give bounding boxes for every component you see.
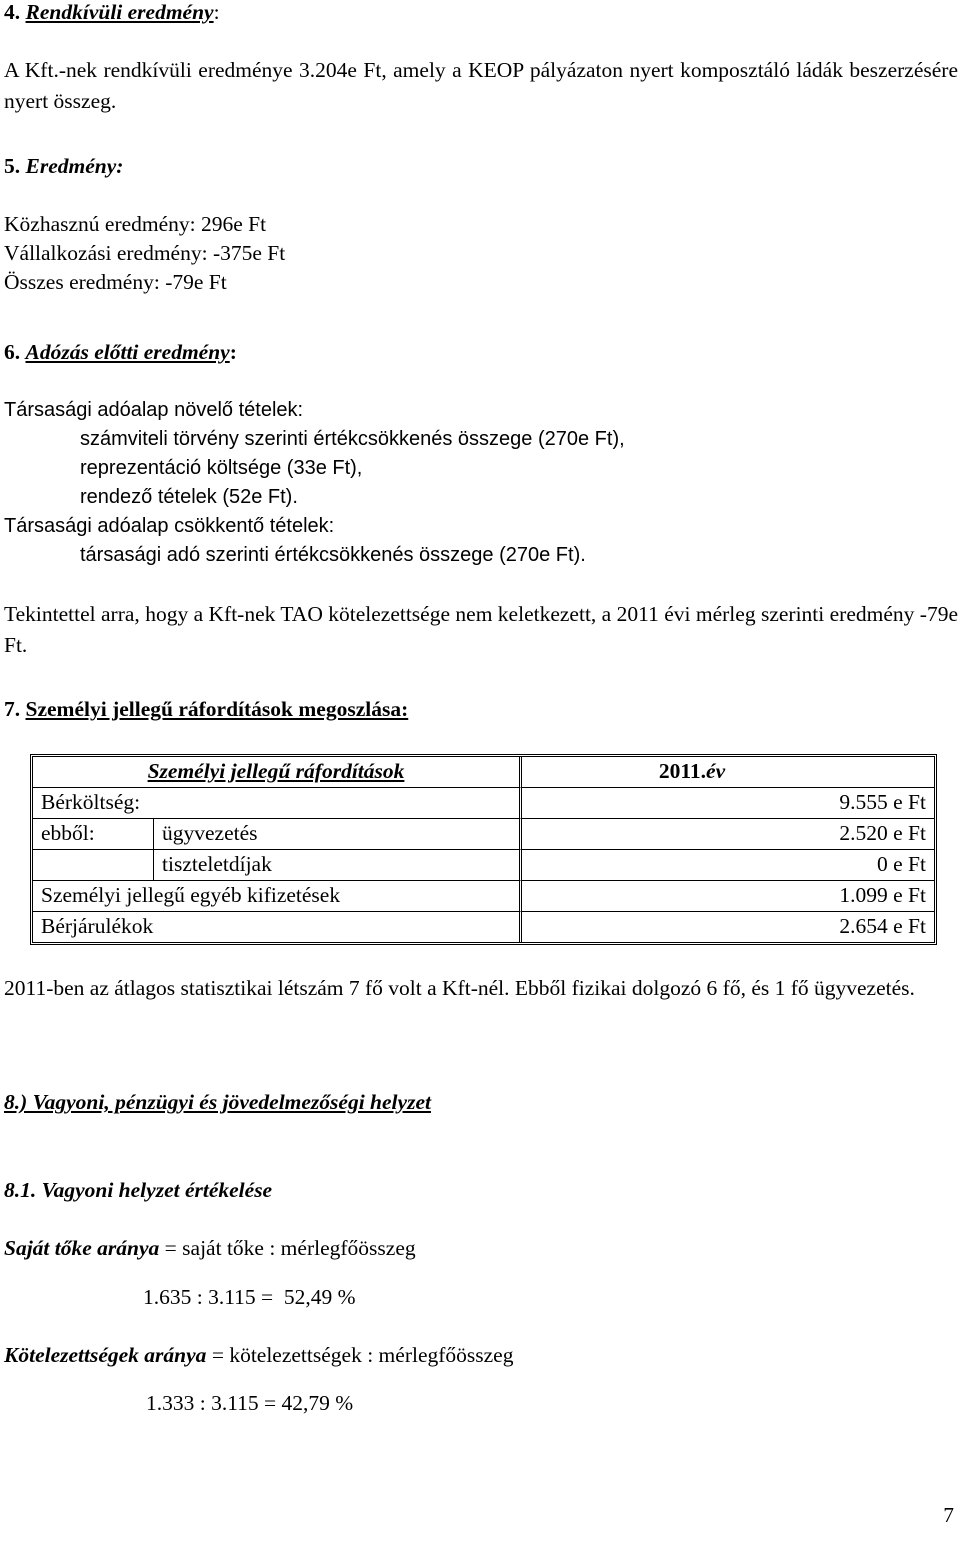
s5-line-3: Összes eredmény: -79e Ft	[4, 270, 227, 294]
section-4-heading	[4, 0, 958, 26]
table-header-row	[33, 757, 934, 788]
row-value: 2.520 e Ft	[519, 819, 934, 850]
row-sublabel: ügyvezetés	[153, 819, 519, 850]
table-header-label: Személyi jellegű ráfordítások	[33, 757, 519, 788]
table-row	[33, 912, 934, 942]
tax-increase-item-2: reprezentáció költsége (33e Ft),	[80, 457, 363, 479]
personnel-expenses-table	[30, 754, 937, 945]
section-7-heading	[4, 697, 958, 723]
section-4-number: 4.	[4, 0, 21, 24]
section-7-number: 7.	[4, 697, 21, 721]
tax-increase-item-1: számviteli törvény szerinti értékcsökkenés összege (270e Ft),	[80, 428, 625, 450]
section-5-number: 5.	[4, 154, 21, 178]
section-5-heading	[4, 154, 958, 180]
tax-decrease-heading: Társasági adóalap csökkentő tételek:	[4, 515, 335, 537]
tax-decrease-item-1: társasági adó szerinti értékcsökkenés összege (270e Ft).	[80, 544, 586, 566]
section-4-colon: :	[213, 0, 220, 24]
section-8-title: 8.) Vagyoni, pénzügyi és jövedelmezőségi helyzet	[4, 1090, 431, 1114]
page-number: 7	[943, 1503, 954, 1527]
equity-ratio-calc: 1.635 : 3.115 = 52,49 %	[143, 1285, 356, 1309]
section-6-number: 6.	[4, 340, 21, 364]
row-label: ebből:	[33, 819, 153, 850]
staff-text: 2011-ben az átlagos statisztikai létszám 7 fő volt a Kft-nél. Ebből fizikai dolgozó 6 fő, és 1 fő ügyvezetés.	[4, 976, 915, 1000]
section-6-summary: Tekintettel arra, hogy a Kft-nek TAO kötelezettsége nem keletkezett, a 2011 évi mérleg szerinti eredmény -79e Ft.	[4, 602, 958, 657]
section-6-colon: :	[229, 340, 237, 364]
row-value: 9.555 e Ft	[519, 788, 934, 819]
row-label: Bérköltség:	[33, 788, 519, 819]
section-6-heading	[4, 340, 958, 366]
section-5-title: Eredmény:	[25, 154, 124, 178]
liabilities-ratio-calc: 1.333 : 3.115 = 42,79 %	[146, 1391, 354, 1415]
row-label: Személyi jellegű egyéb kifizetések	[33, 881, 519, 912]
row-value: 1.099 e Ft	[519, 881, 934, 912]
section-8-1-title: 8.1. Vagyoni helyzet értékelése	[4, 1178, 273, 1202]
equity-ratio-definition: = saját tőke : mérlegfőösszeg	[159, 1236, 416, 1260]
row-label	[33, 850, 153, 881]
table-row	[33, 788, 934, 819]
equity-ratio-label: Saját tőke aránya	[4, 1236, 160, 1260]
row-sublabel: tiszteletdíjak	[153, 850, 519, 881]
row-value: 2.654 e Ft	[519, 912, 934, 942]
liabilities-ratio-definition: = kötelezettségek : mérlegfőösszeg	[206, 1343, 514, 1367]
section-4-title: Rendkívüli eredmény	[25, 0, 214, 24]
s5-line-1: Közhasznú eredmény: 296e Ft	[4, 212, 267, 236]
row-value: 0 e Ft	[519, 850, 934, 881]
table-row	[33, 850, 934, 881]
s5-line-2: Vállalkozási eredmény: -375e Ft	[4, 241, 286, 265]
section-6-title: Adózás előtti eredmény	[25, 340, 230, 364]
row-label: Bérjárulékok	[41, 914, 154, 939]
table-row	[33, 819, 934, 850]
tax-increase-heading: Társasági adóalap növelő tételek:	[4, 399, 304, 421]
tax-increase-item-3: rendező tételek (52e Ft).	[80, 486, 298, 508]
table-header-year: 2011.év	[519, 757, 934, 788]
equity-ratio-formula	[4, 1236, 958, 1262]
section-7-title: Személyi jellegű ráfordítások megoszlása:	[25, 697, 409, 721]
liabilities-ratio-label: Kötelezettségek aránya	[4, 1343, 207, 1367]
section-4-text: A Kft.-nek rendkívüli eredménye 3.204e Ft, amely a KEOP pályázaton nyert komposztáló ládák beszerzésére nyert összeg.	[4, 58, 958, 113]
liabilities-ratio-formula	[4, 1343, 958, 1369]
table-row	[33, 881, 934, 912]
